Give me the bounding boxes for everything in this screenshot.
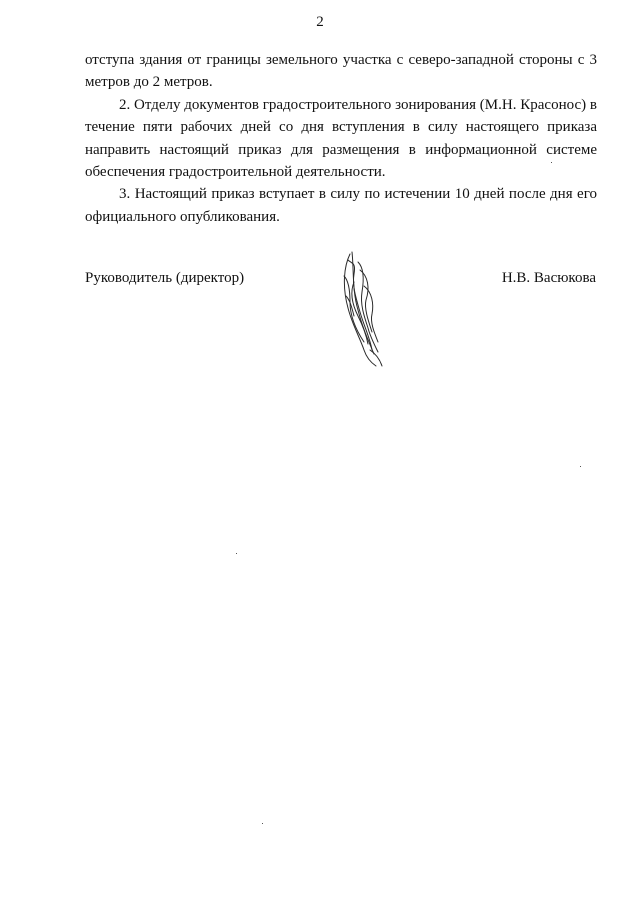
handwritten-signature bbox=[330, 246, 400, 370]
signatory-name: Н.В. Васюкова bbox=[501, 270, 596, 286]
signatory-title: Руководитель (директор) bbox=[85, 270, 245, 286]
scan-speck bbox=[551, 162, 552, 163]
scan-speck bbox=[580, 466, 581, 467]
paragraph-item-3: 3. Настоящий приказ вступает в силу по истечении 10 дней после дня его официального опубликования. bbox=[85, 186, 597, 225]
scan-speck bbox=[262, 823, 263, 824]
scan-speck bbox=[236, 553, 237, 554]
paragraph-item-2: 2. Отделу документов градостроительного зонирования (М.Н. Красонос) в течение пяти рабочих дней со дня вступления в силу настоящего приказа направить настоящий приказ для размещения в информационной системе обеспечения градостроительной деятельности. bbox=[85, 96, 597, 181]
page-number: 2 bbox=[316, 14, 324, 30]
paragraph-continuation: отступа здания от границы земельного участка с северо-западной стороны с 3 метров до 2 метров. bbox=[85, 52, 597, 91]
document-body bbox=[85, 49, 597, 228]
